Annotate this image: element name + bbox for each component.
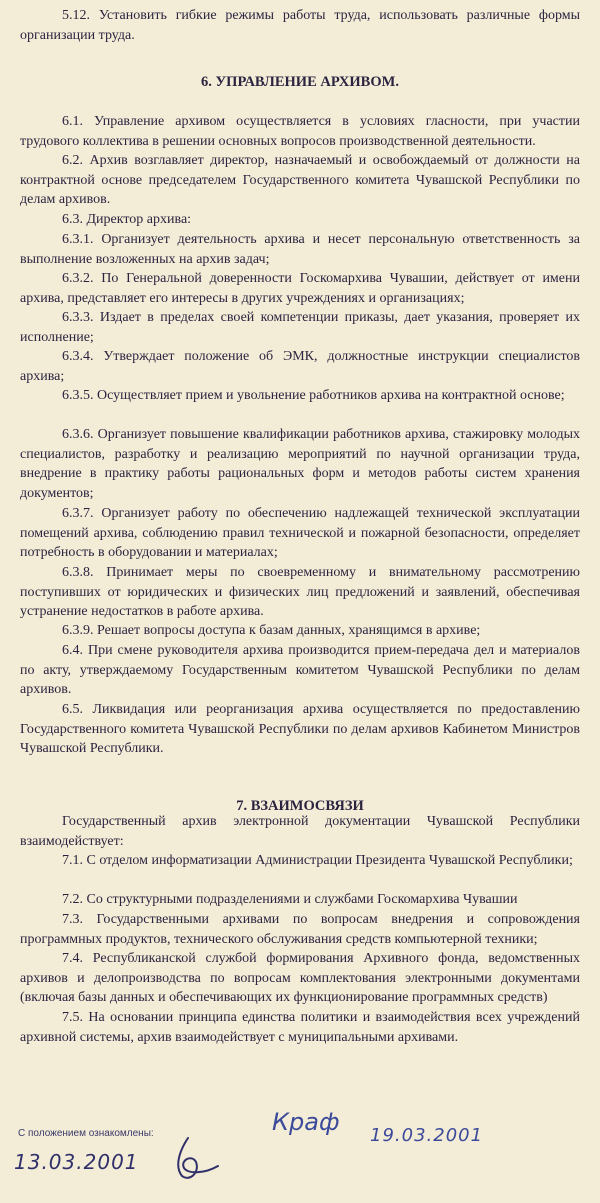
paragraph-6-3-3: 6.3.3. Издает в пределах своей компетенции приказы, дает указания, проверяет их исполнение; <box>20 310 580 345</box>
handwritten-date-left: 13.03.2001 <box>14 1150 139 1174</box>
signature-name: Краф <box>272 1108 340 1136</box>
acquainted-label: С положением ознакомлены: <box>18 1128 154 1139</box>
paragraph-6-3-7: 6.3.7. Организует работу по обеспечению надлежащей технической эксплуатации помещений архива, соблюдению правил технической и пожарной безопасности, определяет потребность в оборудовании и материалах; <box>20 506 580 560</box>
section-6-heading: 6. УПРАВЛЕНИЕ АРХИВОМ. <box>201 74 399 90</box>
paragraph-5-12: 5.12. Установить гибкие режимы работы труда, использовать различные формы организации труда. <box>20 8 580 43</box>
paragraph-7-intro: Государственный архив электронной документации Чувашской Республики взаимодействует: <box>20 814 580 849</box>
paragraph-6-2: 6.2. Архив возглавляет директор, назначаемый и освобождаемый от должности на контрактной основе председателем Государственного комитета Чувашской Республики по делам архивов. <box>20 153 580 207</box>
paragraph-6-3: 6.3. Директор архива: <box>62 212 192 227</box>
section-7-heading: 7. ВЗАИМОСВЯЗИ <box>236 798 364 814</box>
paragraph-7-2: 7.2. Со структурными подразделениями и службами Госкомархива Чувашии <box>62 892 518 907</box>
paragraph-6-4: 6.4. При смене руководителя архива производится прием-передача дел и материалов по акту, утверждаемому Государственным комитетом Чувашской Республики по делам архивов. <box>20 643 580 697</box>
handwritten-date-right: 19.03.2001 <box>370 1125 484 1146</box>
paragraph-7-3: 7.3. Государственными архивами по вопросам внедрения и сопровождения программных продуктов, технического обслуживания средств компьютерной техники; <box>20 912 580 947</box>
paragraph-6-3-4: 6.3.4. Утверждает положение об ЭМК, должностные инструкции специалистов архива; <box>20 349 580 384</box>
paragraph-6-3-1: 6.3.1. Организует деятельность архива и несет персональную ответственность за выполнение возложенных на архив задач; <box>20 232 580 267</box>
paragraph-7-5: 7.5. На основании принципа единства политики и взаимодействия всех учреждений архивной системы, архив взаимодействует с муниципальными архивами. <box>20 1010 580 1045</box>
paragraph-6-3-8: 6.3.8. Принимает меры по своевременному и внимательному рассмотрению поступивших от юридических и физических лиц предложений и заявлений, обеспечивая устранение недостатков в работе архива. <box>20 565 580 619</box>
paragraph-6-3-9: 6.3.9. Решает вопросы доступа к базам данных, хранящимся в архиве; <box>62 623 481 638</box>
paragraph-6-3-5: 6.3.5. Осуществляет прием и увольнение работников архива на контрактной основе; <box>62 388 565 403</box>
paragraph-6-3-6: 6.3.6. Организует повышение квалификации работников архива, стажировку молодых специалистов, разработку и реализацию мероприятий по научной организации труда, внедрение в практику работы рациональных форм и методов работы систем хранения документов; <box>20 427 580 501</box>
paragraph-6-1: 6.1. Управление архивом осуществляется в условиях гласности, при участии трудового коллектива в решении основных вопросов производственной деятельности. <box>20 114 580 149</box>
paragraph-7-4: 7.4. Республиканской службой формирования Архивного фонда, ведомственных архивов и делопроизводства по вопросам комплектования электронными документами (включая базы данных и обеспечивающих их функционирование программных средств) <box>20 951 580 1005</box>
paragraph-6-3-2: 6.3.2. По Генеральной доверенности Госкомархива Чувашии, действует от имени архива, представляет его интересы в других учреждениях и организациях; <box>20 271 580 306</box>
paragraph-6-5: 6.5. Ликвидация или реорганизация архива осуществляется по предоставлению Государственного комитета Чувашской Республики по делам архивов Кабинетом Министров Чувашской Республики. <box>20 702 580 756</box>
signature-scribble <box>170 1132 230 1182</box>
paragraph-7-1: 7.1. С отделом информатизации Администрации Президента Чувашской Республики; <box>62 853 573 868</box>
